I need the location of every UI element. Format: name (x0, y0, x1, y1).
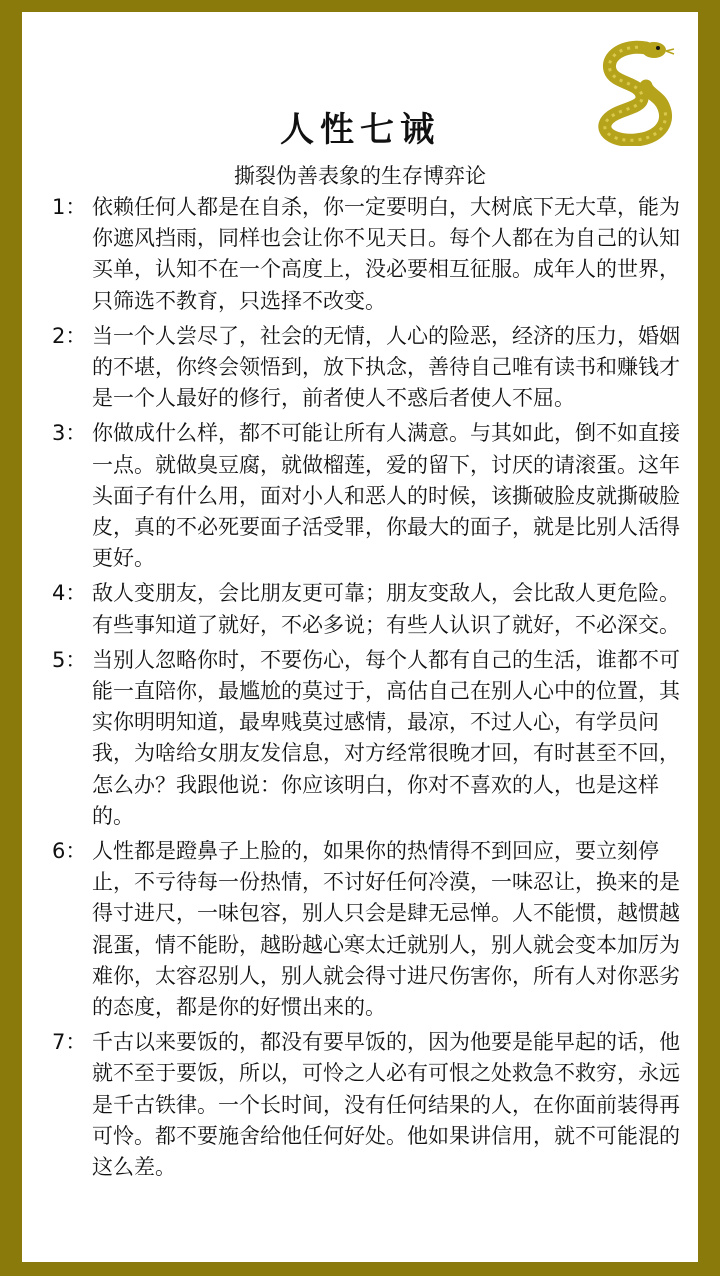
item-number: 3： (52, 421, 87, 446)
item-text: 当一个人尝尽了，社会的无情，人心的险恶，经济的压力，婚姻的不堪，你终会领悟到，放下执念，善待自己唯有读书和赚钱才是一个人最好的修行，前者使人不惑后者使人不屈。 (92, 323, 680, 411)
item-number: 7： (52, 1030, 87, 1055)
item-text: 人性都是蹬鼻子上脸的，如果你的热情得不到回应，要立刻停止，不亏待每一份热情，不讨好任何冷漠，一味忍让，换来的是得寸进尺，一味包容，别人只会是肆无忌惮。人不能惯，越惯越混蛋，情不能盼，越盼越心寒太迁就别人，别人就会变本加厉为难你，太容忍别人，别人就会得寸进尺伤害你，所有人对你恶劣的态度，都是你的好惯出来的。 (92, 839, 680, 1020)
item-number: 4： (52, 581, 87, 606)
item-number: 2： (52, 323, 87, 348)
item-text: 你做成什么样，都不可能让所有人满意。与其如此，倒不如直接一点。就做臭豆腐，就做榴莲，爱的留下，讨厌的请滚蛋。这年头面子有什么用，面对小人和恶人的时候，该撕破脸皮就撕破脸皮，真的不必死要面子活受罪，你最大的面子，就是比别人活得更好。 (92, 421, 680, 571)
page-subtitle: 撕裂伪善表象的生存博弈论 (234, 164, 486, 188)
page-title: 人性七诫 (280, 110, 440, 150)
document-page (22, 12, 698, 1262)
item-number: 1： (52, 195, 87, 219)
item-text: 当别人忽略你时，不要伤心，每个人都有自己的生活，谁都不可能一直陪你，最尴尬的莫过于，高估自己在别人心中的位置，其实你明明知道，最卑贱莫过感情，最凉，不过人心，有学员问我，为啥给女朋友发信息，对方经常很晚才回，有时甚至不回，怎么办？我跟他说：你应该明白，你对不喜欢的人，也是这样的。 (92, 647, 680, 828)
list-item (52, 578, 692, 640)
item-text: 敌人变朋友，会比朋友更可靠；朋友变敌人，会比敌人更危险。有些事知道了就好，不必多说；有些人认识了就好，不必深交。 (92, 581, 680, 637)
list-item (52, 836, 692, 1023)
list-item (52, 321, 692, 415)
item-number: 6： (52, 839, 87, 864)
list-item (52, 192, 692, 317)
item-number: 5： (52, 647, 87, 672)
item-text: 依赖任何人都是在自杀，你一定要明白，大树底下无大草，能为你遮风挡雨，同样也会让你不见天日。每个人都在为自己的认知买单，认知不在一个高度上，没必要相互征服。成年人的世界，只筛选不教育，只选择不改变。 (92, 195, 680, 313)
list-item (52, 418, 692, 574)
list-item (52, 1027, 692, 1183)
rules-list (52, 192, 692, 1187)
list-item (52, 645, 692, 832)
item-text: 千古以来要饭的，都没有要早饭的，因为他要是能早起的话，他就不至于要饭，所以，可怜之人必有可恨之处救急不救穷，永远是千古铁律。一个长时间，没有任何结果的人，在你面前装得再可怜。都不要施舍给他任何好处。他如果讲信用，就不可能混的这么差。 (92, 1030, 680, 1180)
